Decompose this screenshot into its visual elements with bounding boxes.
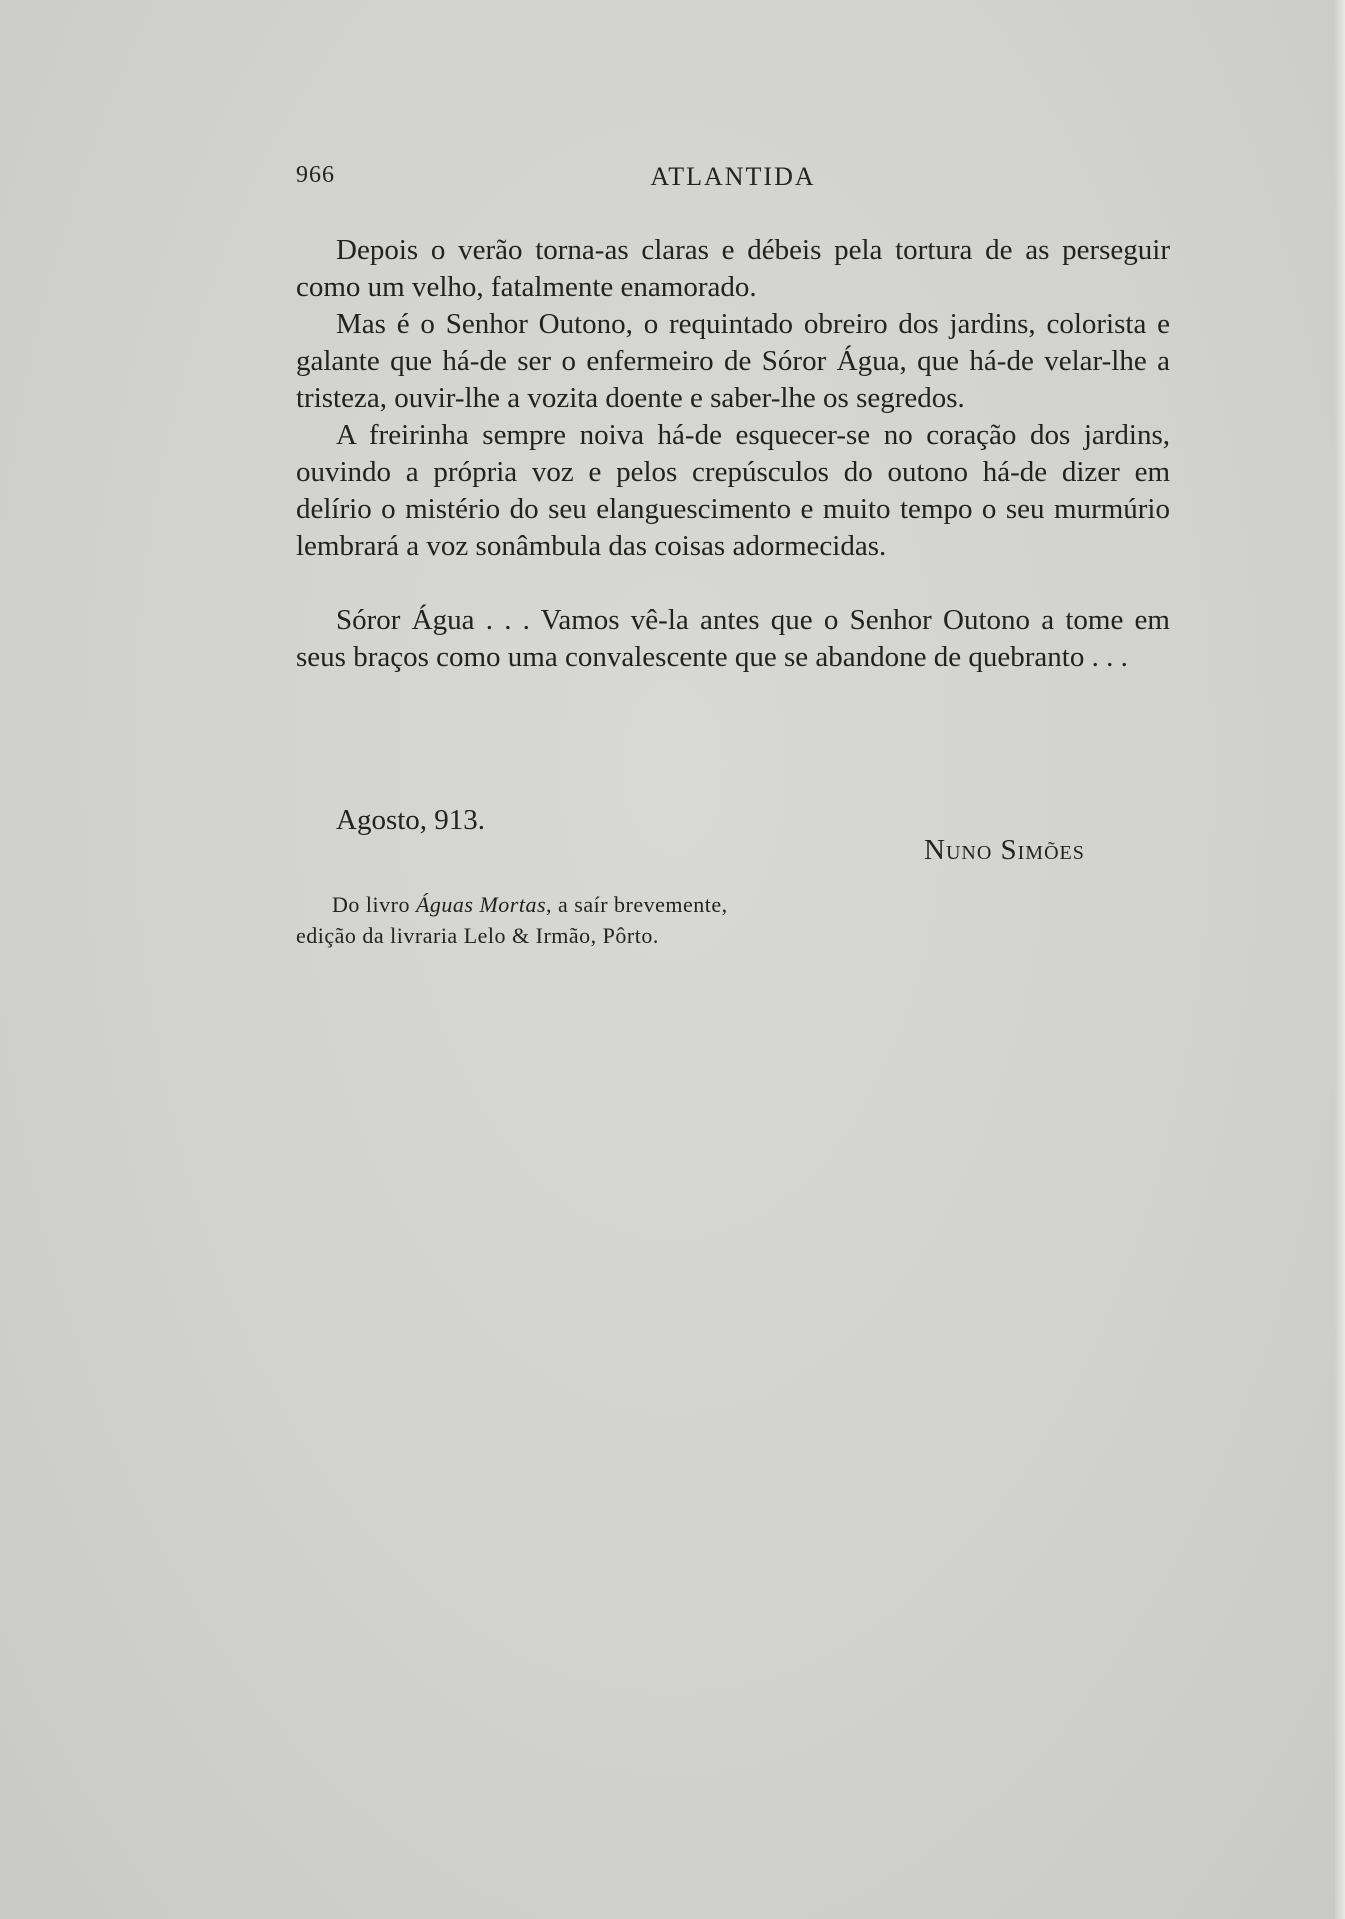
page-edge <box>1335 0 1345 1919</box>
footnote <box>296 889 856 951</box>
footnote-line-1-suffix: , a saír brevemente, <box>546 892 728 917</box>
paragraph-3: A freirinha sempre noiva há-de esquecer-se no coração dos jardins, ouvindo a própria voz e pelos crepúsculos do outono há-de dizer em delírio o mistério do seu elanguescimento e muito tempo o seu murmúrio lembrará a voz sonâmbula das coisas adormecidas. <box>296 419 1170 562</box>
footnote-prefix: Do livro <box>332 892 416 917</box>
running-title: ATLANTIDA <box>650 162 816 191</box>
paragraph-2: Mas é o Senhor Outono, o requintado obreiro dos jardins, colorista e galante que há-de ser o enfermeiro de Sóror Água, que há-de velar-lhe a tristeza, ouvir-lhe a vozita doente e saber-lhe os segredos. <box>296 308 1170 414</box>
page-header <box>296 162 1170 198</box>
page-number: 966 <box>296 162 335 188</box>
book-title: Águas Mortas <box>415 892 547 917</box>
footnote-line-2: edição da livraria Lelo & Irmão, Pôrto. <box>296 923 659 948</box>
paragraph-4: Sóror Água . . . Vamos vê-la antes que o Senhor Outono a tome em seus braços como uma convalescente que se abandone de quebranto . . . <box>296 604 1170 673</box>
author-signature: Nuno Simões <box>924 834 1085 866</box>
paragraph-1: Depois o verão torna-as claras e débeis pela tortura de as perseguir como um velho, fatalmente enamorado. <box>296 234 1170 303</box>
footnote-line-1 <box>296 889 856 920</box>
closing-date: Agosto, 913. <box>336 804 486 836</box>
body-text <box>296 232 1170 676</box>
